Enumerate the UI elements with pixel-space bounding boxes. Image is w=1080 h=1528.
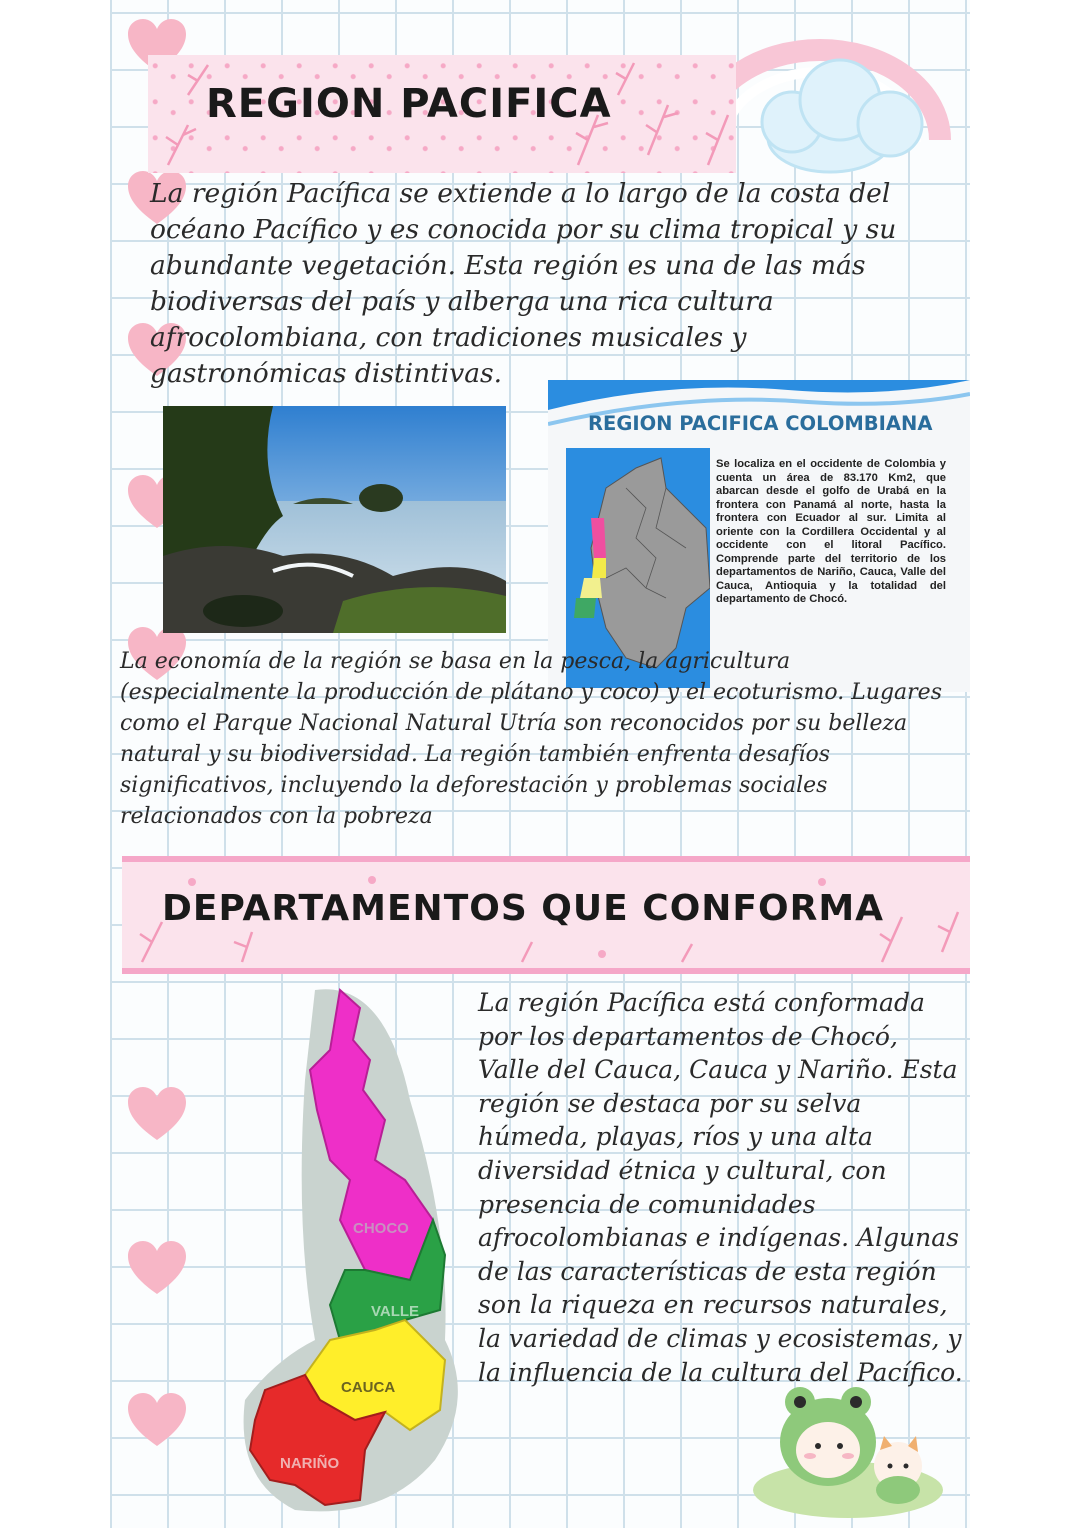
- map-label-choco: CHOCO: [353, 1220, 409, 1237]
- info-card-description: Se localiza en el occidente de Colombia y cuenta un área de 83.170 Km2, que abarcan desde el golfo de Urabá en la frontera con Panamá al norte, hasta la frontera con Ecuador al sur. Limita al oriente con la Cordillera Occidental y al occidente con el litoral Pacífico. Comprende parte del territorio de los departamentos de Nariño, Cauca, Valle del Cauca, Antioquia y la totalidad del departamento de Chocó.: [716, 458, 946, 605]
- departments-banner: [122, 856, 970, 974]
- info-card-title: REGION PACIFICA COLOMBIANA: [588, 412, 933, 435]
- frog-cat-sticker: [748, 1380, 958, 1520]
- coastline-photo: [163, 406, 506, 633]
- title-banner: [148, 55, 736, 173]
- heart-icon: [126, 1086, 188, 1142]
- page-title: REGION PACIFICA: [206, 81, 612, 127]
- map-label-narino: NARIÑO: [280, 1455, 340, 1472]
- heart-icon: [126, 1240, 188, 1296]
- intro-paragraph: La región Pacífica se extiende a lo largo de la costa del océano Pacífico y es conocida por su clima tropical y su abundante vegetación. Esta región es una de las más biodiversas del país y alberga una rica cultura afrocolombiana, con tradiciones musicales y gastronómicas distintivas.: [150, 178, 897, 389]
- map-label-cauca: CAUCA: [341, 1379, 396, 1396]
- economy-paragraph: La economía de la región se basa en la pesca, la agricultura (especialmente la producción de plátano y coco) y el ecoturismo. Lugares como el Parque Nacional Natural Utría son reconocidos por su belleza natural y su biodiversidad. La región también enfrenta desafíos significativos, incluyendo la deforestación y problemas sociales relacionados con la pobreza: [120, 649, 942, 829]
- departments-map: [235, 980, 475, 1528]
- map-label-valle: VALLE: [371, 1303, 420, 1320]
- departments-title: DEPARTAMENTOS QUE CONFORMA: [162, 888, 885, 929]
- heart-icon: [126, 1392, 188, 1448]
- departments-paragraph: La región Pacífica está conformada por los departamentos de Chocó, Valle del Cauca, Cauca y Nariño. Esta región se destaca por su selva húmeda, playas, ríos y una alta diversidad étnica y cultural, con presencia de comunidades afrocolombianas e indígenas. Algunas de las características de esta región son la riqueza en recursos naturales, la variedad de climas y ecosistemas, y la influencia de la cultura del Pacífico.: [478, 988, 963, 1387]
